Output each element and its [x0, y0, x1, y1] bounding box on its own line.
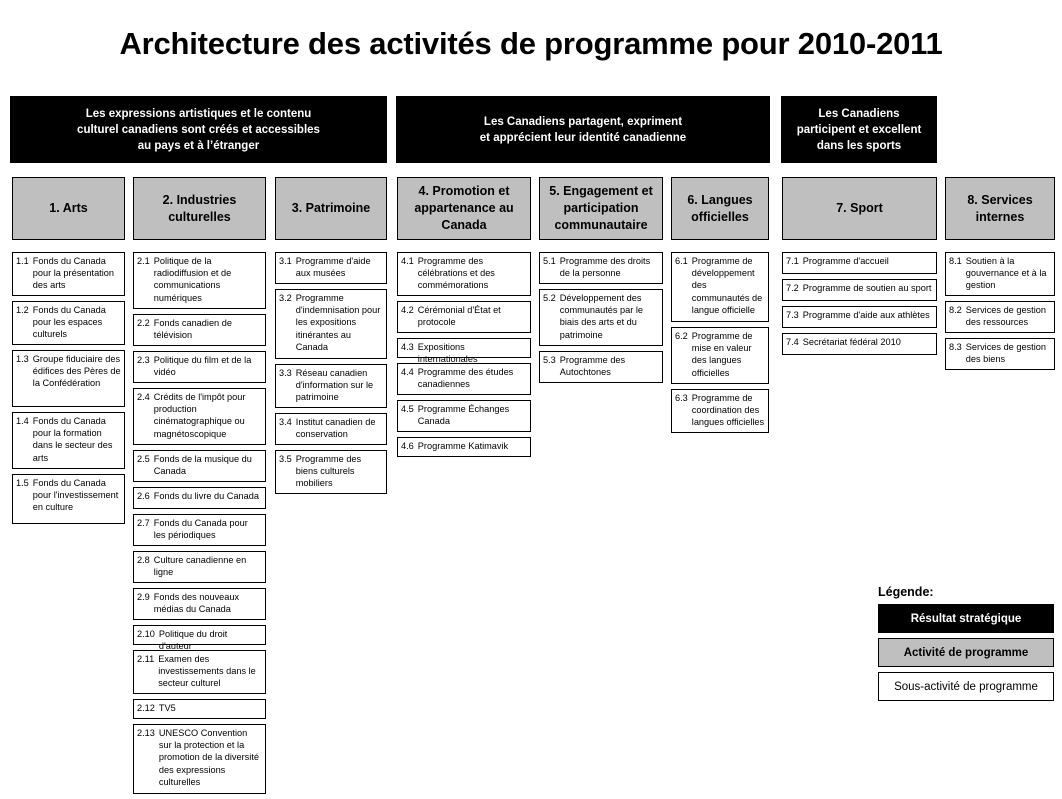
program-activity-line: 4. Promotion et: [418, 184, 510, 198]
program-activity-line: communautaire: [554, 218, 648, 232]
legend-item-label: Sous-activité de programme: [894, 680, 1038, 693]
sub-activity-box[interactable]: [12, 412, 125, 469]
sub-activity-box[interactable]: [275, 364, 387, 408]
sub-activity-box[interactable]: [12, 350, 125, 407]
sub-activity-number: 2.3: [137, 355, 150, 365]
sub-activity-number: 3.2: [279, 293, 292, 303]
strategic-outcome-line: dans les sports: [816, 139, 902, 152]
sub-activity-label: Expositions internationales: [417, 342, 478, 365]
program-activity-line: culturelles: [168, 209, 231, 224]
sub-activity-label: Services de gestion des biens: [965, 342, 1046, 365]
sub-activity-box[interactable]: [133, 514, 266, 546]
sub-activity-label: Programme Échanges Canada: [417, 404, 510, 427]
program-activity-line: participation: [563, 201, 639, 215]
sub-activity-box[interactable]: [539, 252, 663, 284]
program-activity-line: 1. Arts: [49, 201, 88, 215]
sub-activity-label: Programme de soutien au sport: [802, 283, 932, 293]
sub-activity-box[interactable]: [133, 650, 266, 694]
sub-activity-number: 2.2: [137, 318, 150, 328]
sub-activity-box[interactable]: [133, 625, 266, 652]
sub-activity-label: Fonds du Canada pour l'investissement en culture: [32, 478, 119, 513]
sub-activity-column: [133, 252, 266, 799]
sub-activity-number: 3.3: [279, 368, 292, 378]
sub-activity-box[interactable]: [275, 252, 387, 284]
sub-activity-box[interactable]: [539, 351, 663, 383]
sub-activity-box[interactable]: [275, 289, 387, 359]
sub-activity-column: [782, 252, 937, 360]
sub-activity-box[interactable]: [12, 301, 125, 345]
sub-activity-box[interactable]: [133, 487, 266, 509]
strategic-outcome-line: culturel canadiens sont créés et accessibles: [77, 123, 320, 136]
legend-item-label: Résultat stratégique: [910, 612, 1022, 625]
sub-activity-number: 1.3: [16, 354, 29, 364]
sub-activity-number: 5.3: [543, 355, 556, 365]
sub-activity-label: Fonds du Canada pour la présentation des arts: [32, 256, 114, 291]
sub-activity-number: 2.1: [137, 256, 150, 266]
sub-activity-label: Groupe fiduciaire des édifices des Pères de la Confédération: [32, 354, 121, 389]
sub-activity-number: 7.1: [786, 256, 799, 266]
sub-activity-number: 1.4: [16, 416, 29, 426]
sub-activity-number: 3.5: [279, 454, 292, 464]
sub-activity-label: Programme des Autochtones: [559, 355, 626, 378]
sub-activity-box[interactable]: [397, 400, 531, 432]
sub-activity-label: TV5: [158, 703, 176, 713]
program-activity-line: 8. Services: [967, 192, 1033, 207]
sub-activity-label: Programme Katimavik: [417, 441, 509, 451]
legend-item-activity: [878, 638, 1054, 667]
sub-activity-number: 4.6: [401, 441, 414, 451]
sub-activity-label: Programme des études canadiennes: [417, 367, 514, 390]
sub-activity-label: Fonds canadien de télévision: [153, 318, 232, 341]
sub-activity-number: 1.5: [16, 478, 29, 488]
sub-activity-label: Programme d'accueil: [802, 256, 889, 266]
strategic-outcome-line: et apprécient leur identité canadienne: [479, 131, 687, 144]
sub-activity-box[interactable]: [945, 338, 1055, 370]
sub-activity-box[interactable]: [397, 363, 531, 395]
sub-activity-label: Programme des célébrations et des commémorations: [417, 256, 495, 291]
sub-activity-box[interactable]: [133, 724, 266, 794]
sub-activity-label: Soutien à la gouvernance et à la gestion: [965, 256, 1047, 291]
sub-activity-number: 6.2: [675, 331, 688, 341]
sub-activity-box[interactable]: [782, 306, 937, 328]
sub-activity-number: 4.1: [401, 256, 414, 266]
sub-activity-number: 7.4: [786, 337, 799, 347]
strategic-outcome-box[interactable]: [781, 96, 937, 163]
sub-activity-number: 2.4: [137, 392, 150, 402]
sub-activity-number: 2.9: [137, 592, 150, 602]
sub-activity-label: Politique du film et de la vidéo: [153, 355, 252, 378]
sub-activity-box[interactable]: [397, 252, 531, 296]
sub-activity-number: 2.13: [137, 728, 155, 738]
sub-activity-number: 8.1: [949, 256, 962, 266]
sub-activity-box[interactable]: [945, 252, 1055, 296]
sub-activity-box[interactable]: [539, 289, 663, 346]
program-activity-box[interactable]: [12, 177, 125, 240]
program-activity-box[interactable]: [397, 177, 531, 240]
sub-activity-label: Fonds de la musique du Canada: [153, 454, 252, 477]
legend-item-strategic: [878, 604, 1054, 633]
program-activity-box[interactable]: [133, 177, 266, 240]
sub-activity-number: 4.2: [401, 305, 414, 315]
sub-activity-label: Programme de mise en valeur des langues officielles: [691, 331, 753, 378]
sub-activity-label: Fonds du Canada pour les périodiques: [153, 518, 248, 541]
strategic-outcome-line: Les Canadiens partagent, expriment: [483, 115, 683, 128]
sub-activity-number: 7.2: [786, 283, 799, 293]
program-activity-box[interactable]: [671, 177, 769, 240]
sub-activity-box[interactable]: [397, 437, 531, 457]
page-title: Architecture des activités de programme pour 2010-2011: [119, 25, 943, 61]
sub-activity-box[interactable]: [12, 474, 125, 524]
sub-activity-number: 5.1: [543, 256, 556, 266]
sub-activity-box[interactable]: [671, 252, 769, 322]
legend-item-label: Activité de programme: [903, 646, 1029, 659]
program-activity-line: 5. Engagement et: [549, 184, 653, 198]
sub-activity-box[interactable]: [133, 588, 266, 620]
sub-activity-label: Institut canadien de conservation: [295, 417, 376, 440]
sub-activity-box[interactable]: [133, 388, 266, 445]
sub-activity-box[interactable]: [133, 699, 266, 719]
program-activity-line: officielles: [691, 209, 749, 224]
program-activity-box[interactable]: [275, 177, 387, 240]
sub-activity-number: 1.2: [16, 305, 29, 315]
sub-activity-label: Secrétariat fédéral 2010: [802, 337, 901, 347]
sub-activity-number: 6.3: [675, 393, 688, 403]
sub-activity-label: Programme d'indemnisation pour les expositions itinérantes au Canada: [295, 293, 381, 352]
program-activity-line: Canada: [441, 218, 487, 232]
sub-activity-label: Examen des investissements dans le secteur culturel: [158, 654, 256, 689]
sub-activity-label: Programme d'aide aux athlètes: [802, 310, 930, 320]
sub-activity-number: 4.3: [401, 342, 414, 352]
strategic-outcome-box[interactable]: [10, 96, 387, 163]
sub-activity-box[interactable]: [133, 252, 266, 309]
program-activity-line: 2. Industries: [162, 192, 237, 207]
sub-activity-box[interactable]: [782, 279, 937, 301]
program-activity-line: internes: [975, 209, 1025, 224]
sub-activity-box[interactable]: [275, 413, 387, 445]
sub-activity-box[interactable]: [133, 351, 266, 383]
sub-activity-number: 5.2: [543, 293, 556, 303]
sub-activity-number: 3.4: [279, 417, 292, 427]
sub-activity-box[interactable]: [133, 314, 266, 346]
legend-title: Légende:: [878, 585, 934, 599]
sub-activity-box[interactable]: [133, 450, 266, 482]
sub-activity-label: Programme des biens culturels mobiliers: [295, 454, 362, 489]
sub-activity-number: 2.5: [137, 454, 150, 464]
sub-activity-column: [945, 252, 1055, 375]
sub-activity-box[interactable]: [782, 333, 937, 355]
sub-activity-label: Développement des communautés par le biais des arts et du patrimoine: [559, 293, 644, 340]
sub-activity-label: Programme de coordination des langues officielles: [691, 393, 765, 428]
sub-activity-label: Culture canadienne en ligne: [153, 555, 247, 578]
sub-activity-number: 3.1: [279, 256, 292, 266]
program-activity-box[interactable]: [782, 177, 937, 240]
strategic-outcome-line: au pays et à l’étranger: [137, 139, 260, 152]
sub-activity-number: 6.1: [675, 256, 688, 266]
legend-items: [878, 604, 1054, 701]
sub-activity-box[interactable]: [671, 327, 769, 384]
sub-activity-number: 1.1: [16, 256, 29, 266]
sub-activity-number: 7.3: [786, 310, 799, 320]
sub-activity-number: 8.2: [949, 305, 962, 315]
sub-activity-number: 2.6: [137, 491, 150, 501]
program-activity-line: appartenance au: [414, 201, 514, 215]
sub-activity-box[interactable]: [12, 252, 125, 296]
sub-activity-box[interactable]: [397, 301, 531, 333]
sub-activity-label: Fonds du Canada pour la formation dans le secteur des arts: [32, 416, 113, 463]
sub-activity-number: 8.3: [949, 342, 962, 352]
sub-activity-label: Fonds du Canada pour les espaces culturels: [32, 305, 106, 340]
sub-activity-box[interactable]: [397, 338, 531, 365]
sub-activity-label: Politique de la radiodiffusion et de communications numériques: [153, 256, 232, 303]
sub-activity-number: 4.5: [401, 404, 414, 414]
sub-activity-number: 2.10: [137, 629, 155, 639]
sub-activity-box[interactable]: [671, 389, 769, 433]
sub-activity-label: Fonds du livre du Canada: [153, 491, 259, 501]
program-activity-box[interactable]: [539, 177, 663, 240]
strategic-outcome-box[interactable]: [396, 96, 770, 163]
sub-activity-label: Programme de développement des communautés de langue officielle: [691, 256, 763, 315]
sub-activity-label: Programme des droits de la personne: [559, 256, 651, 279]
legend-item-sub: [878, 672, 1054, 701]
program-activity-line: 3. Patrimoine: [291, 201, 371, 215]
sub-activity-box[interactable]: [133, 551, 266, 583]
strategic-outcome-line: Les Canadiens: [818, 107, 900, 120]
sub-activity-label: Réseau canadien d'information sur le patrimoine: [295, 368, 374, 403]
sub-activity-column: [539, 252, 663, 388]
sub-activity-label: Cérémonial d'État et protocole: [417, 305, 501, 328]
sub-activity-column: [671, 252, 769, 438]
strategic-outcome-line: Les expressions artistiques et le contenu: [85, 107, 312, 120]
sub-activity-label: Crédits de l'impôt pour production cinématographique ou magnétoscopique: [153, 392, 246, 439]
sub-activity-label: Services de gestion des ressources: [965, 305, 1046, 328]
sub-activity-label: Programme d'aide aux musées: [295, 256, 371, 279]
sub-activity-label: UNESCO Convention sur la protection et la promotion de la diversité des expressions culturelles: [158, 728, 259, 787]
sub-activity-number: 2.11: [137, 654, 155, 664]
sub-activity-box[interactable]: [782, 252, 937, 274]
sub-activity-number: 2.8: [137, 555, 150, 565]
sub-activity-box[interactable]: [945, 301, 1055, 333]
strategic-outcome-line: participent et excellent: [796, 123, 922, 136]
sub-activity-label: Politique du droit d'auteur: [158, 629, 228, 652]
sub-activity-number: 4.4: [401, 367, 414, 377]
sub-activity-label: Fonds des nouveaux médias du Canada: [153, 592, 240, 615]
program-activity-line: 6. Langues: [687, 192, 753, 207]
sub-activity-box[interactable]: [275, 450, 387, 494]
legend: [878, 585, 1054, 706]
program-activity-line: 7. Sport: [836, 201, 883, 215]
sub-activity-column: [397, 252, 531, 462]
sub-activity-column: [275, 252, 387, 499]
sub-activity-number: 2.7: [137, 518, 150, 528]
sub-activity-column: [12, 252, 125, 529]
program-activity-box[interactable]: [945, 177, 1055, 240]
sub-activity-number: 2.12: [137, 703, 155, 713]
